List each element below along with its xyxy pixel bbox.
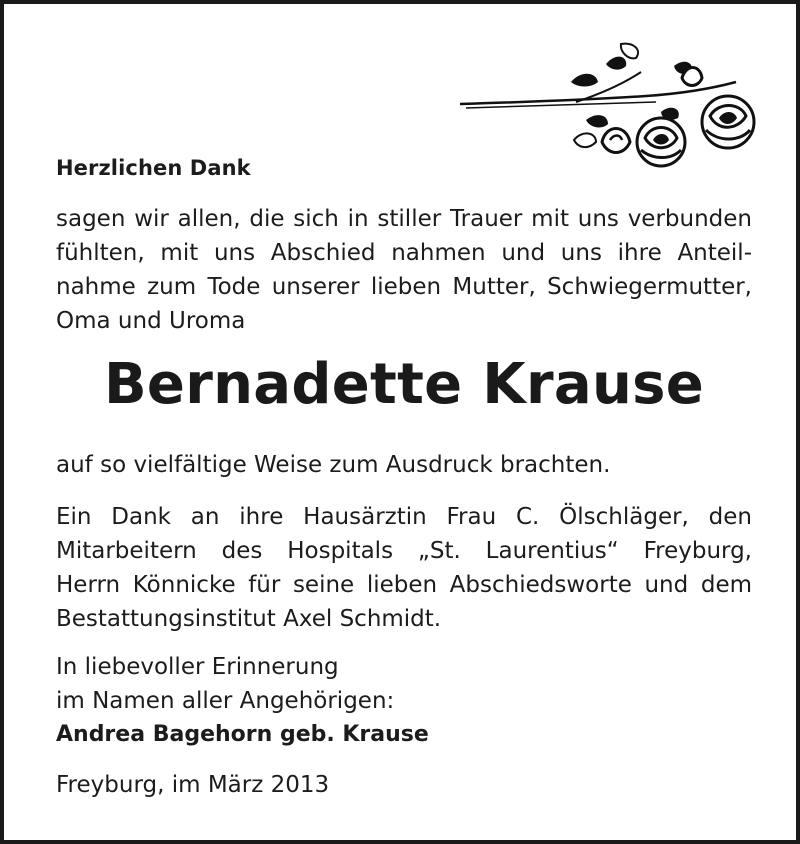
intro-paragraph <box>56 202 752 338</box>
closing-line: In liebevoller Erinnerung <box>56 654 339 680</box>
roses-icon <box>456 42 761 172</box>
thanks-line: Mitarbeitern des Hospitals „St. Laurentius“ Freyburg, <box>56 538 752 564</box>
thanks-line: Bestattungsinstitut Axel Schmidt. <box>56 606 442 632</box>
place-date: Freyburg, im März 2013 <box>56 772 330 798</box>
intro-line: Oma und Uroma <box>56 308 246 334</box>
intro-line: fühlten, mit uns Abschied nahmen und uns ihre Anteil- <box>56 240 752 266</box>
expression-text: auf so vielfältige Weise zum Ausdruck brachten. <box>56 452 611 478</box>
heading: Herzlichen Dank <box>56 156 251 180</box>
intro-line: sagen wir allen, die sich in stiller Trauer mit uns verbunden <box>56 206 752 232</box>
expression-line <box>56 448 752 482</box>
thanks-line: Ein Dank an ihre Hausärztin Frau C. Ölschläger, den <box>56 504 752 530</box>
thanks-line: Herrn Könnicke für seine lieben Abschiedsworte und dem <box>56 572 752 598</box>
closing-block <box>56 650 429 752</box>
signer-name: Andrea Bagehorn geb. Krause <box>56 722 429 747</box>
deceased-name: Bernadette Krause <box>103 352 705 417</box>
intro-line: nahme zum Tode unserer lieben Mutter, Schwiegermutter, <box>56 274 752 300</box>
closing-line: im Namen aller Angehörigen: <box>56 688 395 714</box>
thanks-paragraph <box>56 500 752 636</box>
